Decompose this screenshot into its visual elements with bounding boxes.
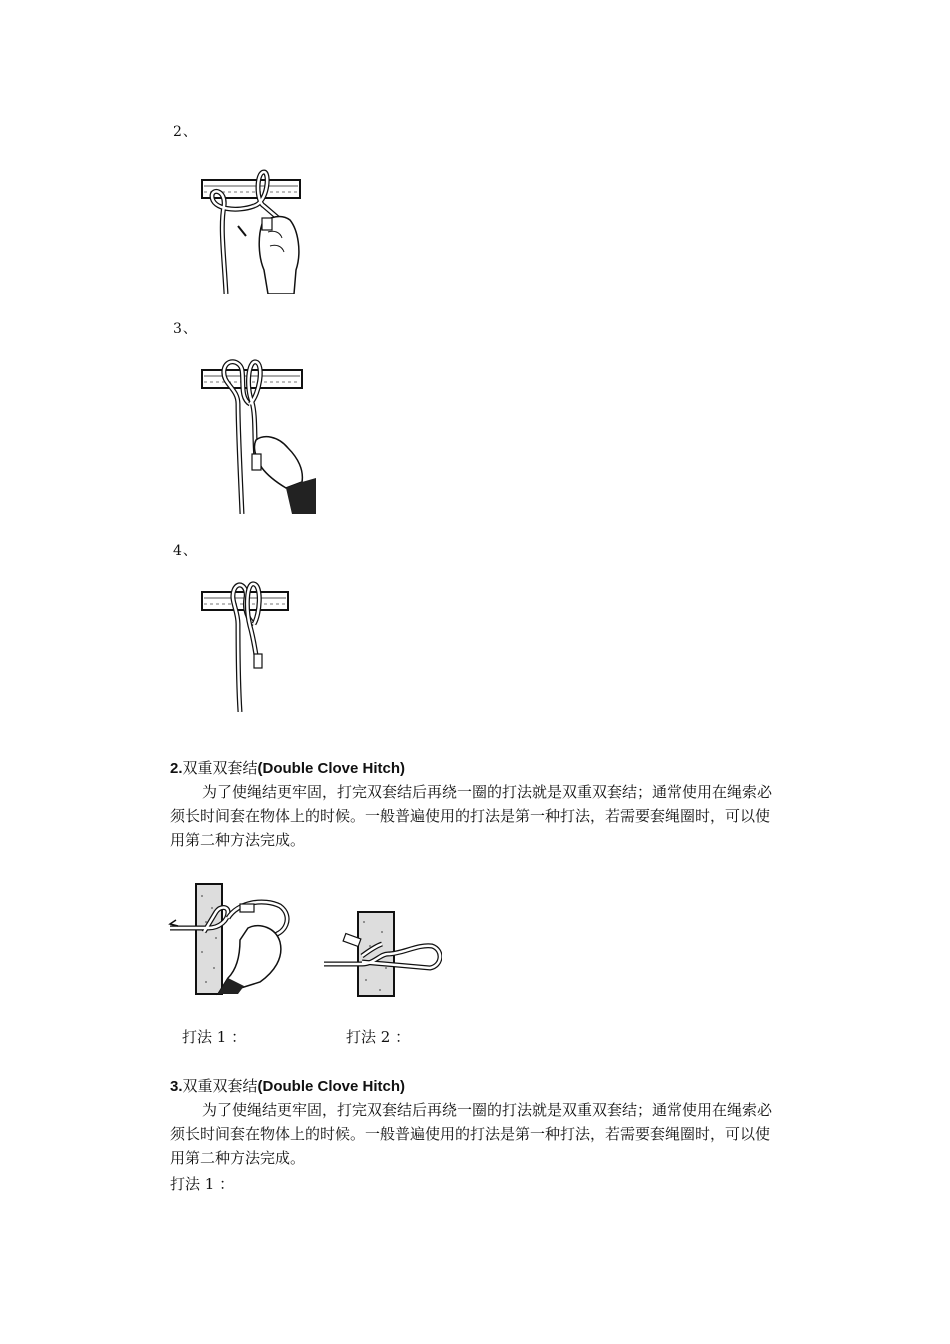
method-2-caption: 打法 2 ： bbox=[346, 1028, 411, 1046]
section-3-paragraph bbox=[170, 1098, 782, 1170]
step-label-3: 3、 bbox=[173, 321, 198, 337]
section-2-title-en: (Double Clove Hitch) bbox=[257, 760, 406, 777]
step-label-2: 2、 bbox=[173, 124, 198, 140]
step-label-4: 4、 bbox=[173, 543, 198, 559]
rope-knot-step-2-illustration bbox=[198, 166, 308, 294]
rope-knot-step-3-illustration bbox=[198, 358, 318, 514]
section-3-heading bbox=[170, 1075, 405, 1096]
rope-knot-step-4-illustration bbox=[198, 580, 294, 712]
section-3-number: 3. bbox=[170, 1078, 183, 1095]
section-2-number: 2. bbox=[170, 760, 183, 777]
double-clove-hitch-method-2-illustration bbox=[322, 910, 442, 998]
double-clove-hitch-method-1-illustration bbox=[168, 882, 298, 996]
method-1-caption: 打法 1 ： bbox=[182, 1028, 247, 1046]
section-3-title-en: (Double Clove Hitch) bbox=[257, 1078, 406, 1095]
section-2-title-cn: 双重双套结 bbox=[182, 759, 258, 777]
section-2-heading bbox=[170, 757, 405, 778]
section-3-paragraph-text: 为了使绳结更牢固，打完双套结后再绕一圈的打法就是双重双套结；通常使用在绳索必须长时间套在物体上的时候。一般普遍使用的打法是第一种打法，若需要套绳圈时，可以使用第二种方法完成。 bbox=[170, 1101, 773, 1167]
section-2-paragraph-text: 为了使绳结更牢固，打完双套结后再绕一圈的打法就是双重双套结；通常使用在绳索必须长时间套在物体上的时候。一般普遍使用的打法是第一种打法，若需要套绳圈时，可以使用第二种方法完成。 bbox=[170, 783, 773, 849]
section-3-title-cn: 双重双套结 bbox=[182, 1077, 258, 1095]
section-3-method-1-caption: 打法 1 ： bbox=[170, 1175, 235, 1193]
section-2-paragraph bbox=[170, 780, 782, 852]
